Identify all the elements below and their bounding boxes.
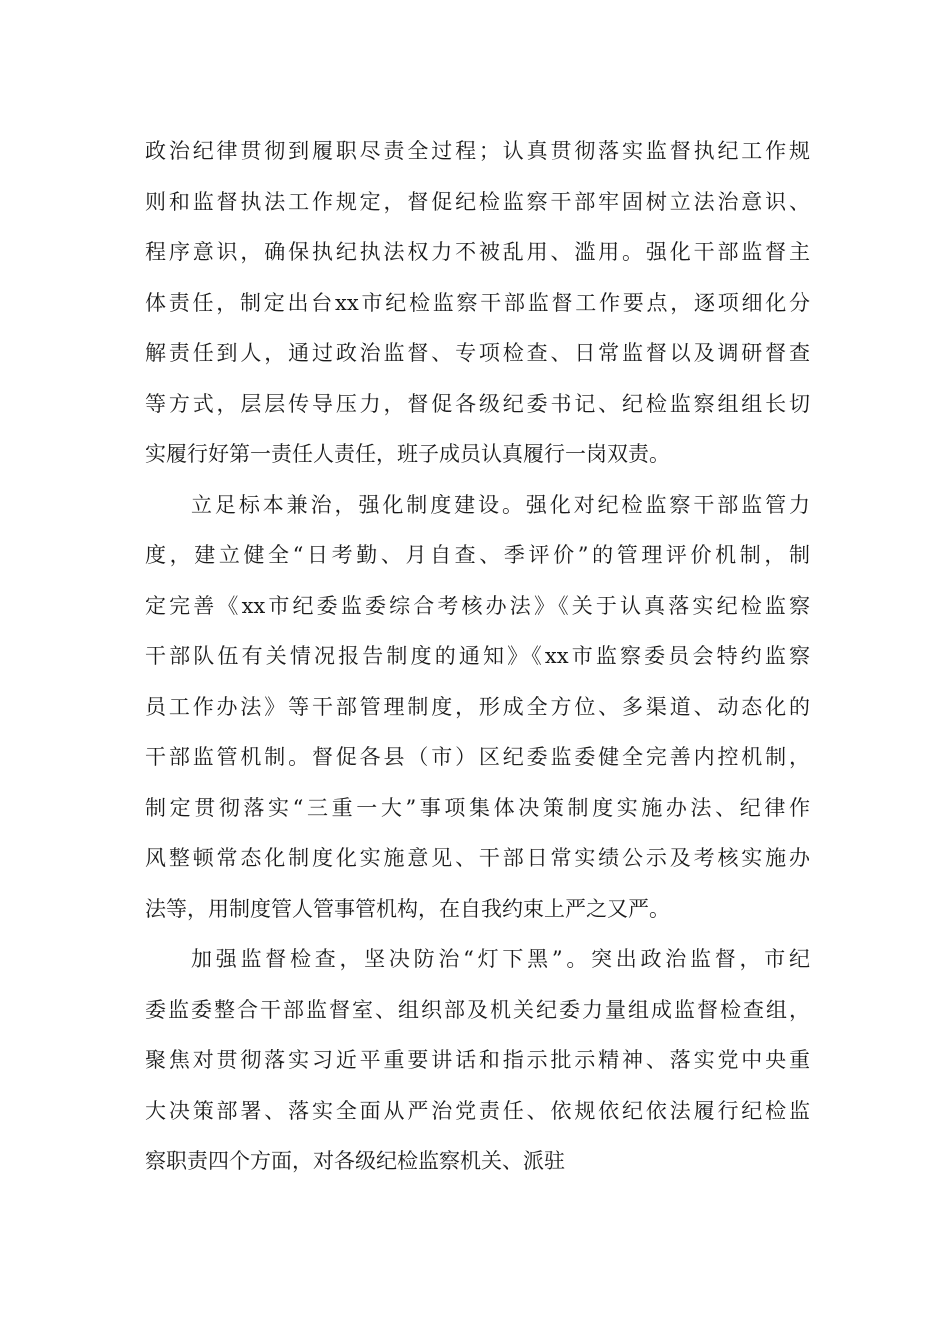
paragraph-2-line-1: 立足标本兼治，强化制度建设。强化对纪检监察干部监管力 xyxy=(191,493,810,517)
paragraph-2-line-2: 度，建立健全“日考勤、月自查、季评价”的管理评价机制，制 xyxy=(145,543,810,567)
paragraph-2-line-7: 制定贯彻落实“三重一大”事项集体决策制度实施办法、纪律作 xyxy=(145,796,810,820)
paragraph-2-line-4: 干部队伍有关情况报告制度的通知》《xx市监察委员会特约监察 xyxy=(145,644,810,668)
paragraph-3-line-4: 大决策部署、落实全面从严治党责任、依规依纪依法履行纪检监 xyxy=(145,1099,810,1123)
paragraph-2-line-8: 风整顿常态化制度化实施意见、干部日常实绩公示及考核实施办 xyxy=(145,846,810,870)
paragraph-1-line-3: 程序意识，确保执纪执法权力不被乱用、滥用。强化干部监督主 xyxy=(145,240,810,264)
paragraph-2-line-6: 干部监管机制。督促各县（市）区纪委监委健全完善内控机制， xyxy=(145,745,810,769)
paragraph-1-line-7: 实履行好第一责任人责任，班子成员认真履行一岗双责。 xyxy=(145,442,670,466)
paragraph-3-line-3: 聚焦对贯彻落实习近平重要讲话和指示批示精神、落实党中央重 xyxy=(145,1048,810,1072)
paragraph-2-line-9: 法等，用制度管人管事管机构，在自我约束上严之又严。 xyxy=(145,897,670,921)
paragraph-3-line-1: 加强监督检查，坚决防治“灯下黑”。突出政治监督，市纪 xyxy=(191,947,810,971)
paragraph-2-line-5: 员工作办法》等干部管理制度，形成全方位、多渠道、动态化的 xyxy=(145,695,810,719)
paragraph-1-line-2: 则和监督执法工作规定，督促纪检监察干部牢固树立法治意识、 xyxy=(145,190,810,214)
paragraph-1-line-4: 体责任，制定出台xx市纪检监察干部监督工作要点，逐项细化分 xyxy=(145,291,810,315)
paragraph-3-line-2: 委监委整合干部监督室、组织部及机关纪委力量组成监督检查组， xyxy=(145,998,810,1022)
paragraph-1-line-1: 政治纪律贯彻到履职尽责全过程；认真贯彻落实监督执纪工作规 xyxy=(145,139,810,163)
paragraph-2-line-3: 定完善《xx市纪委监委综合考核办法》《关于认真落实纪检监察 xyxy=(145,594,810,618)
paragraph-3-line-5: 察职责四个方面，对各级纪检监察机关、派驻 xyxy=(145,1149,565,1173)
paragraph-1-line-5: 解责任到人，通过政治监督、专项检查、日常监督以及调研督查 xyxy=(145,341,810,365)
paragraph-1-line-6: 等方式，层层传导压力，督促各级纪委书记、纪检监察组组长切 xyxy=(145,392,810,416)
